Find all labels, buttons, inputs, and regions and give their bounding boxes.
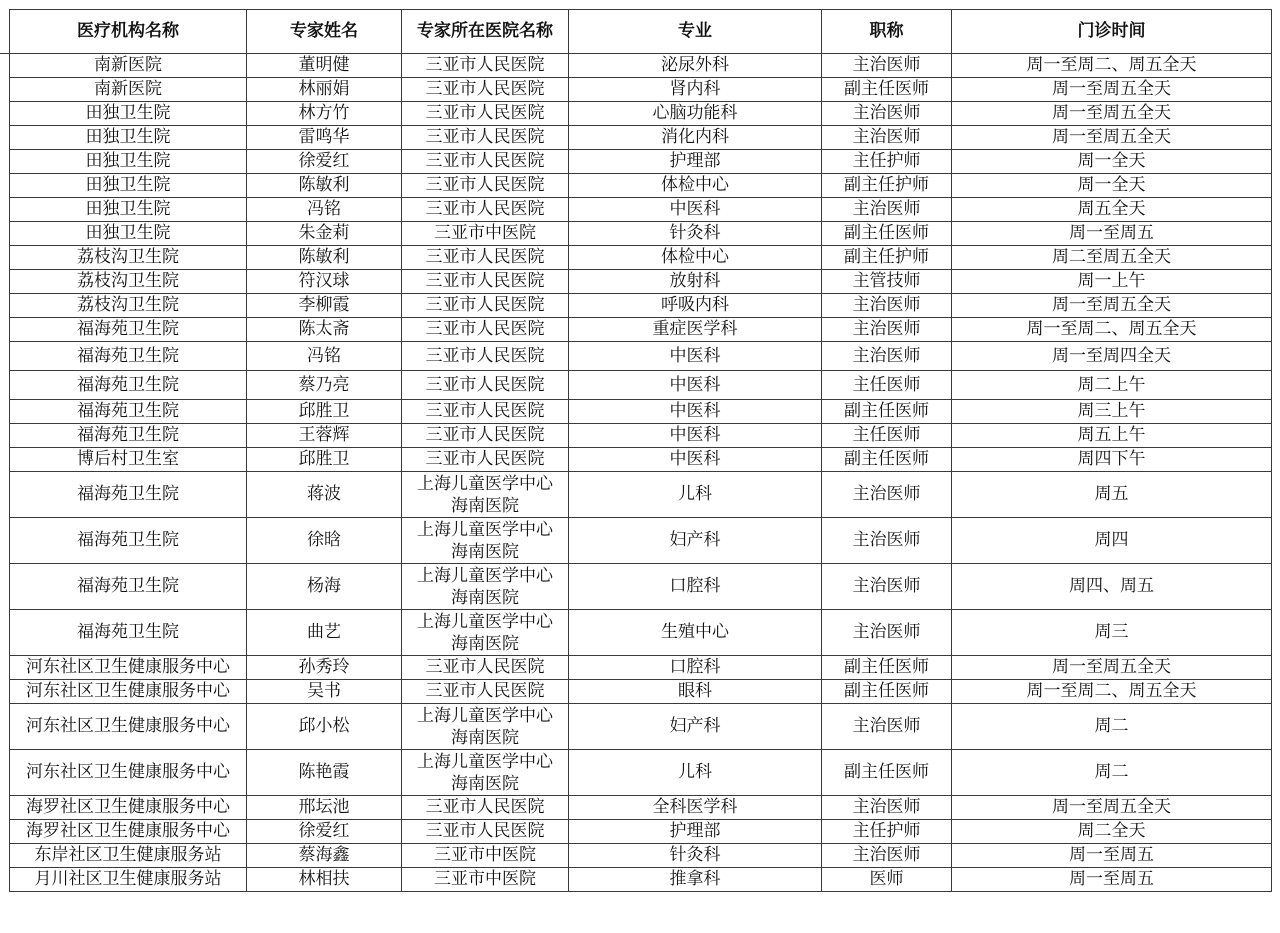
table-row xyxy=(10,150,1272,174)
cell-clinic-time[interactable]: 周二 xyxy=(952,704,1272,750)
cell-specialty[interactable]: 呼吸内科 xyxy=(569,294,822,318)
cell-clinic-time[interactable]: 周五 xyxy=(952,472,1272,518)
table-row xyxy=(10,198,1272,222)
table-row xyxy=(10,518,1272,564)
cell-clinic-time[interactable]: 周四、周五 xyxy=(952,564,1272,610)
cell-specialty[interactable]: 肾内科 xyxy=(569,78,822,102)
cell-expert-name[interactable]: 林丽娟 xyxy=(247,78,402,102)
cell-institution[interactable]: 海罗社区卫生健康服务中心 xyxy=(10,796,247,820)
cell-clinic-time[interactable]: 周一全天 xyxy=(952,150,1272,174)
cell-title[interactable]: 主治医师 xyxy=(822,102,952,126)
cell-expert-name[interactable]: 陈敏利 xyxy=(247,174,402,198)
cell-clinic-time[interactable]: 周二上午 xyxy=(952,371,1272,400)
table-body xyxy=(10,54,1272,892)
cell-expert-name[interactable]: 王蓉辉 xyxy=(247,424,402,448)
cell-clinic-time[interactable]: 周一至周五全天 xyxy=(952,796,1272,820)
cell-clinic-time[interactable]: 周一至周五全天 xyxy=(952,656,1272,680)
cell-specialty[interactable]: 儿科 xyxy=(569,472,822,518)
cell-clinic-time[interactable]: 周一至周五 xyxy=(952,844,1272,868)
cell-title[interactable]: 副主任医师 xyxy=(822,400,952,424)
table-row xyxy=(10,844,1272,868)
cell-institution[interactable]: 福海苑卫生院 xyxy=(10,371,247,400)
table-row xyxy=(10,680,1272,704)
cell-expert-hospital[interactable]: 三亚市人民医院 xyxy=(402,150,569,174)
cell-institution[interactable]: 河东社区卫生健康服务中心 xyxy=(10,680,247,704)
cell-specialty[interactable]: 中医科 xyxy=(569,400,822,424)
cell-clinic-time[interactable]: 周一至周五 xyxy=(952,868,1272,892)
cell-expert-name[interactable]: 陈太斋 xyxy=(247,318,402,342)
cell-expert-name[interactable]: 邢坛池 xyxy=(247,796,402,820)
table-row xyxy=(10,270,1272,294)
cell-clinic-time[interactable]: 周五全天 xyxy=(952,198,1272,222)
cell-clinic-time[interactable]: 周二 xyxy=(952,750,1272,796)
cell-institution[interactable]: 福海苑卫生院 xyxy=(10,610,247,656)
cell-expert-hospital[interactable]: 三亚市人民医院 xyxy=(402,78,569,102)
cell-expert-name[interactable]: 陈敏利 xyxy=(247,246,402,270)
table-row xyxy=(10,564,1272,610)
cell-expert-name[interactable]: 徐爱红 xyxy=(247,820,402,844)
cell-institution[interactable]: 福海苑卫生院 xyxy=(10,424,247,448)
cell-expert-name[interactable]: 曲艺 xyxy=(247,610,402,656)
cell-clinic-time[interactable]: 周一至周五全天 xyxy=(952,102,1272,126)
cell-expert-name[interactable]: 吴书 xyxy=(247,680,402,704)
cell-specialty[interactable]: 中医科 xyxy=(569,342,822,371)
cell-expert-name[interactable]: 林相扶 xyxy=(247,868,402,892)
table-row xyxy=(10,448,1272,472)
cell-expert-name[interactable]: 雷鸣华 xyxy=(247,126,402,150)
cell-expert-hospital[interactable]: 三亚市人民医院 xyxy=(402,198,569,222)
cell-expert-hospital[interactable]: 三亚市人民医院 xyxy=(402,371,569,400)
table-row xyxy=(10,54,1272,78)
cell-expert-hospital[interactable]: 三亚市人民医院 xyxy=(402,342,569,371)
cell-institution[interactable]: 福海苑卫生院 xyxy=(10,342,247,371)
cell-institution[interactable]: 荔枝沟卫生院 xyxy=(10,246,247,270)
cell-expert-hospital[interactable]: 三亚市人民医院 xyxy=(402,54,569,78)
cell-clinic-time[interactable]: 周二至周五全天 xyxy=(952,246,1272,270)
cell-expert-hospital[interactable]: 上海儿童医学中心海南医院 xyxy=(402,472,569,518)
cell-specialty[interactable]: 眼科 xyxy=(569,680,822,704)
cell-institution[interactable]: 福海苑卫生院 xyxy=(10,472,247,518)
table-row xyxy=(10,610,1272,656)
table-row xyxy=(10,868,1272,892)
cell-title[interactable]: 主任医师 xyxy=(822,424,952,448)
cell-clinic-time[interactable]: 周一至周四全天 xyxy=(952,342,1272,371)
cell-specialty[interactable]: 中医科 xyxy=(569,198,822,222)
cell-expert-hospital[interactable]: 上海儿童医学中心海南医院 xyxy=(402,518,569,564)
cell-expert-hospital[interactable]: 三亚市人民医院 xyxy=(402,680,569,704)
cell-title[interactable]: 主管技师 xyxy=(822,270,952,294)
cell-institution[interactable]: 海罗社区卫生健康服务中心 xyxy=(10,820,247,844)
cell-expert-hospital[interactable]: 三亚市人民医院 xyxy=(402,246,569,270)
cell-clinic-time[interactable]: 周一至周二、周五全天 xyxy=(952,680,1272,704)
cell-title[interactable]: 主治医师 xyxy=(822,564,952,610)
expert-clinic-table xyxy=(9,9,1272,892)
cell-specialty[interactable]: 生殖中心 xyxy=(569,610,822,656)
cell-institution[interactable]: 荔枝沟卫生院 xyxy=(10,270,247,294)
cell-title[interactable]: 主任护师 xyxy=(822,150,952,174)
cell-institution[interactable]: 南新医院 xyxy=(10,78,247,102)
cell-expert-name[interactable]: 邱胜卫 xyxy=(247,400,402,424)
table-header-row xyxy=(10,10,1272,54)
cell-specialty[interactable]: 妇产科 xyxy=(569,704,822,750)
cell-specialty[interactable]: 重症医学科 xyxy=(569,318,822,342)
cell-expert-name[interactable]: 董明健 xyxy=(247,54,402,78)
table-row xyxy=(10,174,1272,198)
cell-title[interactable]: 主治医师 xyxy=(822,704,952,750)
header-title[interactable]: 职称 xyxy=(822,10,952,54)
cell-clinic-time[interactable]: 周四下午 xyxy=(952,448,1272,472)
clinic-schedule-sheet xyxy=(9,9,1272,892)
cell-specialty[interactable]: 妇产科 xyxy=(569,518,822,564)
cell-title[interactable]: 医师 xyxy=(822,868,952,892)
table-row xyxy=(10,222,1272,246)
cell-expert-hospital[interactable]: 三亚市人民医院 xyxy=(402,126,569,150)
table-row xyxy=(10,126,1272,150)
cell-expert-name[interactable]: 孙秀玲 xyxy=(247,656,402,680)
cell-institution[interactable]: 月川社区卫生健康服务站 xyxy=(10,868,247,892)
cell-institution[interactable]: 田独卫生院 xyxy=(10,150,247,174)
cell-specialty[interactable]: 儿科 xyxy=(569,750,822,796)
table-row xyxy=(10,820,1272,844)
cell-title[interactable]: 主治医师 xyxy=(822,294,952,318)
cell-specialty[interactable]: 针灸科 xyxy=(569,844,822,868)
cell-expert-hospital[interactable]: 三亚市人民医院 xyxy=(402,318,569,342)
cell-expert-name[interactable]: 符汉球 xyxy=(247,270,402,294)
cell-clinic-time[interactable]: 周二全天 xyxy=(952,820,1272,844)
cell-expert-hospital[interactable]: 三亚市人民医院 xyxy=(402,820,569,844)
cell-expert-name[interactable]: 朱金莉 xyxy=(247,222,402,246)
cell-title[interactable]: 副主任医师 xyxy=(822,222,952,246)
cell-expert-name[interactable]: 蒋波 xyxy=(247,472,402,518)
cell-title[interactable]: 主治医师 xyxy=(822,198,952,222)
cell-title[interactable]: 副主任医师 xyxy=(822,78,952,102)
cell-clinic-time[interactable]: 周四 xyxy=(952,518,1272,564)
cell-institution[interactable]: 河东社区卫生健康服务中心 xyxy=(10,656,247,680)
cell-clinic-time[interactable]: 周五上午 xyxy=(952,424,1272,448)
header-clinic-time[interactable]: 门诊时间 xyxy=(952,10,1272,54)
cell-institution[interactable]: 河东社区卫生健康服务中心 xyxy=(10,750,247,796)
cell-title[interactable]: 副主任护师 xyxy=(822,246,952,270)
cell-specialty[interactable]: 推拿科 xyxy=(569,868,822,892)
table-row xyxy=(10,246,1272,270)
table-row xyxy=(10,342,1272,371)
cell-expert-hospital[interactable]: 三亚市人民医院 xyxy=(402,294,569,318)
cell-expert-name[interactable]: 陈艳霞 xyxy=(247,750,402,796)
cell-expert-name[interactable]: 徐爱红 xyxy=(247,150,402,174)
cell-expert-name[interactable]: 林方竹 xyxy=(247,102,402,126)
sheet-left-edge xyxy=(0,9,9,54)
table-row xyxy=(10,796,1272,820)
cell-title[interactable]: 副主任护师 xyxy=(822,174,952,198)
cell-specialty[interactable]: 体检中心 xyxy=(569,246,822,270)
table-row xyxy=(10,102,1272,126)
cell-expert-hospital[interactable]: 三亚市人民医院 xyxy=(402,102,569,126)
cell-institution[interactable]: 荔枝沟卫生院 xyxy=(10,294,247,318)
cell-title[interactable]: 主任护师 xyxy=(822,820,952,844)
cell-clinic-time[interactable]: 周一至周五全天 xyxy=(952,126,1272,150)
cell-expert-hospital[interactable]: 上海儿童医学中心海南医院 xyxy=(402,610,569,656)
cell-clinic-time[interactable]: 周一上午 xyxy=(952,270,1272,294)
cell-specialty[interactable]: 口腔科 xyxy=(569,564,822,610)
cell-expert-hospital[interactable]: 上海儿童医学中心海南医院 xyxy=(402,750,569,796)
cell-expert-hospital[interactable]: 三亚市人民医院 xyxy=(402,448,569,472)
cell-institution[interactable]: 田独卫生院 xyxy=(10,126,247,150)
cell-title[interactable]: 主治医师 xyxy=(822,342,952,371)
cell-institution[interactable]: 福海苑卫生院 xyxy=(10,518,247,564)
cell-title[interactable]: 主治医师 xyxy=(822,126,952,150)
cell-expert-hospital[interactable]: 三亚市人民医院 xyxy=(402,424,569,448)
cell-expert-name[interactable]: 蔡海鑫 xyxy=(247,844,402,868)
cell-title[interactable]: 副主任医师 xyxy=(822,656,952,680)
cell-expert-hospital[interactable]: 三亚市人民医院 xyxy=(402,270,569,294)
cell-specialty[interactable]: 放射科 xyxy=(569,270,822,294)
cell-institution[interactable]: 福海苑卫生院 xyxy=(10,564,247,610)
cell-specialty[interactable]: 中医科 xyxy=(569,371,822,400)
cell-title[interactable]: 主治医师 xyxy=(822,610,952,656)
cell-title[interactable]: 主任医师 xyxy=(822,371,952,400)
cell-clinic-time[interactable]: 周三 xyxy=(952,610,1272,656)
cell-institution[interactable]: 田独卫生院 xyxy=(10,174,247,198)
cell-institution[interactable]: 南新医院 xyxy=(10,54,247,78)
cell-expert-hospital[interactable]: 三亚市中医院 xyxy=(402,868,569,892)
cell-expert-name[interactable]: 蔡乃亮 xyxy=(247,371,402,400)
cell-clinic-time[interactable]: 周一至周二、周五全天 xyxy=(952,54,1272,78)
cell-clinic-time[interactable]: 周一至周二、周五全天 xyxy=(952,318,1272,342)
cell-title[interactable]: 主治医师 xyxy=(822,796,952,820)
cell-expert-hospital[interactable]: 三亚市人民医院 xyxy=(402,796,569,820)
cell-clinic-time[interactable]: 周一至周五 xyxy=(952,222,1272,246)
cell-specialty[interactable]: 泌尿外科 xyxy=(569,54,822,78)
table-row xyxy=(10,750,1272,796)
cell-expert-name[interactable]: 冯铭 xyxy=(247,342,402,371)
cell-title[interactable]: 主治医师 xyxy=(822,318,952,342)
table-row xyxy=(10,400,1272,424)
cell-title[interactable]: 副主任医师 xyxy=(822,750,952,796)
cell-clinic-time[interactable]: 周一至周五全天 xyxy=(952,294,1272,318)
cell-expert-name[interactable]: 李柳霞 xyxy=(247,294,402,318)
cell-expert-hospital[interactable]: 上海儿童医学中心海南医院 xyxy=(402,704,569,750)
table-row xyxy=(10,371,1272,400)
cell-specialty[interactable]: 口腔科 xyxy=(569,656,822,680)
cell-title[interactable]: 主治医师 xyxy=(822,472,952,518)
cell-specialty[interactable]: 中医科 xyxy=(569,448,822,472)
cell-institution[interactable]: 田独卫生院 xyxy=(10,198,247,222)
cell-title[interactable]: 主治医师 xyxy=(822,518,952,564)
cell-institution[interactable]: 东岸社区卫生健康服务站 xyxy=(10,844,247,868)
cell-expert-name[interactable]: 杨海 xyxy=(247,564,402,610)
cell-specialty[interactable]: 全科医学科 xyxy=(569,796,822,820)
table-row xyxy=(10,78,1272,102)
cell-clinic-time[interactable]: 周一全天 xyxy=(952,174,1272,198)
cell-specialty[interactable]: 针灸科 xyxy=(569,222,822,246)
cell-title[interactable]: 主治医师 xyxy=(822,54,952,78)
cell-institution[interactable]: 福海苑卫生院 xyxy=(10,400,247,424)
cell-expert-hospital[interactable]: 上海儿童医学中心海南医院 xyxy=(402,564,569,610)
cell-expert-name[interactable]: 邱胜卫 xyxy=(247,448,402,472)
header-expert-hospital[interactable]: 专家所在医院名称 xyxy=(402,10,569,54)
cell-title[interactable]: 副主任医师 xyxy=(822,680,952,704)
table-row xyxy=(10,424,1272,448)
cell-title[interactable]: 主治医师 xyxy=(822,844,952,868)
cell-institution[interactable]: 博后村卫生室 xyxy=(10,448,247,472)
header-institution[interactable]: 医疗机构名称 xyxy=(10,10,247,54)
cell-title[interactable]: 副主任医师 xyxy=(822,448,952,472)
table-row xyxy=(10,472,1272,518)
cell-expert-hospital[interactable]: 三亚市中医院 xyxy=(402,844,569,868)
cell-expert-name[interactable]: 邱小松 xyxy=(247,704,402,750)
cell-institution[interactable]: 河东社区卫生健康服务中心 xyxy=(10,704,247,750)
table-row xyxy=(10,294,1272,318)
cell-expert-hospital[interactable]: 三亚市人民医院 xyxy=(402,656,569,680)
cell-institution[interactable]: 田独卫生院 xyxy=(10,102,247,126)
cell-specialty[interactable]: 中医科 xyxy=(569,424,822,448)
cell-expert-hospital[interactable]: 三亚市人民医院 xyxy=(402,400,569,424)
cell-specialty[interactable]: 心脑功能科 xyxy=(569,102,822,126)
cell-expert-hospital[interactable]: 三亚市中医院 xyxy=(402,222,569,246)
cell-institution[interactable]: 田独卫生院 xyxy=(10,222,247,246)
table-row xyxy=(10,704,1272,750)
cell-expert-name[interactable]: 徐晗 xyxy=(247,518,402,564)
table-row xyxy=(10,318,1272,342)
cell-specialty[interactable]: 护理部 xyxy=(569,820,822,844)
cell-expert-hospital[interactable]: 三亚市人民医院 xyxy=(402,174,569,198)
table-row xyxy=(10,656,1272,680)
cell-clinic-time[interactable]: 周三上午 xyxy=(952,400,1272,424)
cell-clinic-time[interactable]: 周一至周五全天 xyxy=(952,78,1272,102)
header-expert-name[interactable]: 专家姓名 xyxy=(247,10,402,54)
header-specialty[interactable]: 专业 xyxy=(569,10,822,54)
cell-specialty[interactable]: 护理部 xyxy=(569,150,822,174)
cell-specialty[interactable]: 体检中心 xyxy=(569,174,822,198)
cell-institution[interactable]: 福海苑卫生院 xyxy=(10,318,247,342)
cell-expert-name[interactable]: 冯铭 xyxy=(247,198,402,222)
cell-specialty[interactable]: 消化内科 xyxy=(569,126,822,150)
